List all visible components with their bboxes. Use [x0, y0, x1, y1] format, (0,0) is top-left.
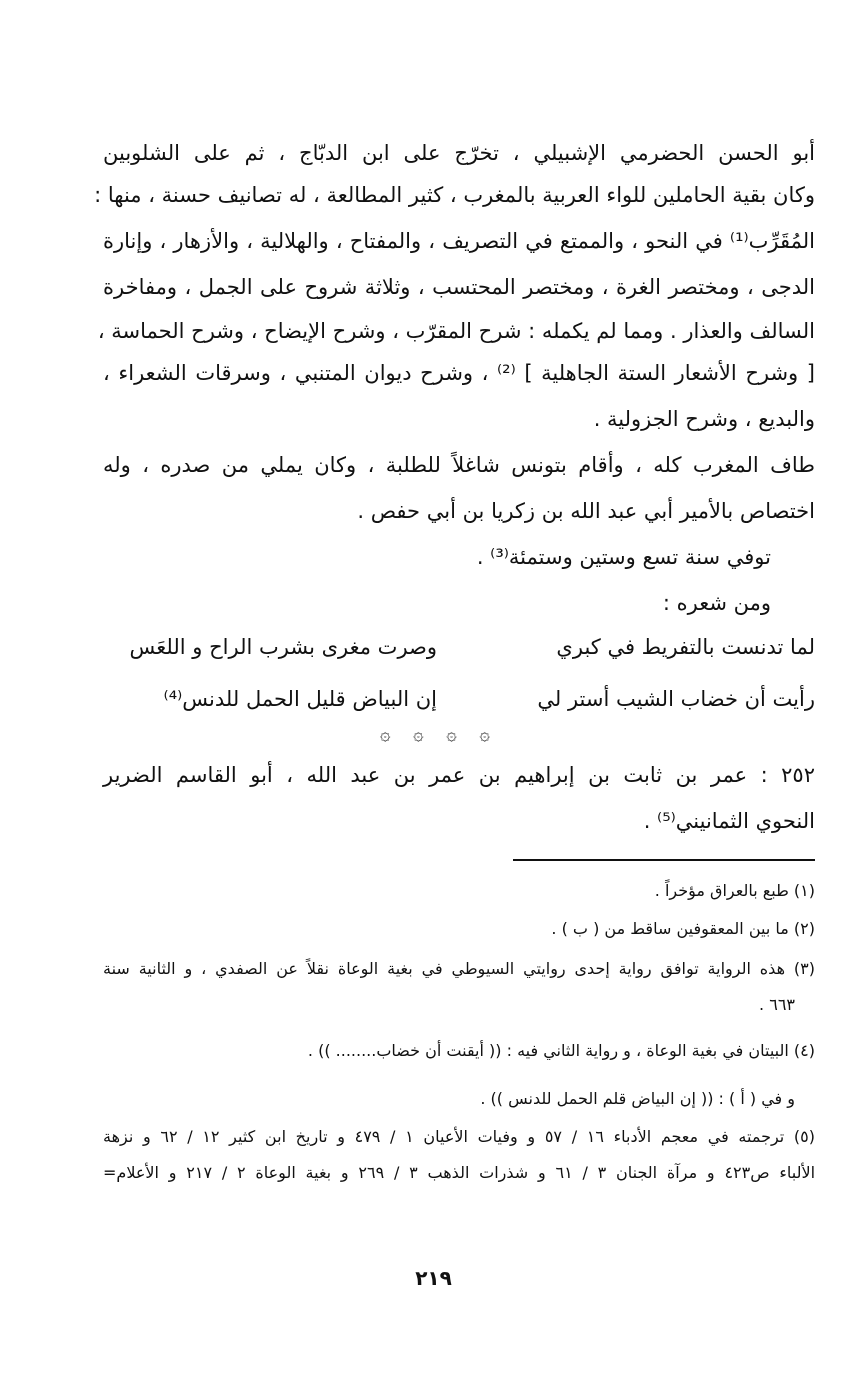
body-line-6: [ وشرح الأشعار الستة الجاهلية ] ⁽²⁾ ، وشرح ديوان المتنبي ، وسرقات الشعراء ،	[103, 361, 815, 385]
para2-line-2: اختصاص بالأمير أبي عبد الله بن زكريا بن أبي حفص .	[357, 499, 815, 523]
body-line-1: أبو الحسن الحضرمي الإشبيلي ، تخرّج على ابن الدبّاج ، ثم على الشلوبين	[103, 141, 815, 165]
separator-ornament-icon: ۞	[479, 724, 490, 745]
footnote-4-variant: و في ( أ ) : (( إن البياض قلم الحمل للدنس )) .	[480, 1089, 795, 1108]
body-line-7: والبديع ، وشرح الجزولية .	[593, 407, 815, 431]
footnote-4: (٤) البيتان في بغية الوعاة ، و رواية الثاني فيه : (( أيقنت أن خضاب........ )) .	[307, 1041, 815, 1060]
poetry-intro: ومن شعره :	[662, 591, 771, 615]
body-line-4: الدجى ، ومختصر الغرة ، ومختصر المحتسب ، وثلاثة شروح على الجمل ، ومفاخرة	[103, 275, 815, 299]
entry-heading-line-1: ٢٥٢ : عمر بن ثابت بن إبراهيم بن عمر بن عبد الله ، أبو القاسم الضرير	[103, 763, 815, 787]
section-separator	[380, 722, 490, 748]
footnote-2: (٢) ما بين المعقوفين ساقط من ( ب ) .	[551, 919, 815, 938]
separator-ornament-icon: ۞	[380, 724, 391, 745]
verse-2-first-hemistich: رأيت أن خضاب الشيب أستر لي	[537, 687, 815, 711]
footnote-5-continued: الألباء ص٤٢٣ و مرآة الجنان ٣ / ٦١ و شذرات الذهب ٣ / ٢٦٩ و بغية الوعاة ٢ / ٢١٧ و الأعلام=	[103, 1163, 816, 1182]
footnote-1: (١) طبع بالعراق مؤخراً .	[654, 881, 815, 900]
body-line-3: المُقَرِّب⁽¹⁾ في النحو ، والممتع في التصريف ، والمفتاح ، والهلالية ، والأزهار ، وإنارة	[103, 229, 815, 253]
para2-line-1: طاف المغرب كله ، وأقام بتونس شاغلاً للطلبة ، وكان يملي من صدره ، وله	[103, 453, 815, 477]
separator-ornament-icon: ۞	[413, 724, 424, 745]
body-line-2: وكان بقية الحاملين للواء العربية بالمغرب ، كثير المطالعة ، له تصانيف حسنة ، منها :	[94, 183, 815, 207]
verse-2-second-hemistich: إن البياض قليل الحمل للدنس⁽⁴⁾	[163, 687, 437, 711]
page-number: ٢١٩	[415, 1266, 452, 1290]
body-line-5: السالف والعذار . ومما لم يكمله : شرح المقرّب ، وشرح الإيضاح ، وشرح الحماسة ،	[97, 319, 815, 343]
footnote-3: (٣) هذه الرواية توافق رواية إحدى روايتي السيوطي في بغية الوعاة نقلاً عن الصفدي ، و الثانية سنة	[103, 959, 815, 978]
entry-heading-line-2: النحوي الثمانيني⁽⁵⁾ .	[643, 809, 815, 833]
separator-ornament-icon: ۞	[446, 724, 457, 745]
verse-1-second-hemistich: وصرت مغرى بشرب الراح و اللعَس	[129, 635, 437, 659]
footnote-3-continued: . ٦٦٣	[759, 995, 795, 1014]
footnote-divider	[513, 859, 815, 861]
death-line: توفي سنة تسع وستين وستمئة⁽³⁾ .	[476, 545, 771, 569]
verse-1-first-hemistich: لما تدنست بالتفريط في كبري	[556, 635, 815, 659]
footnote-5: (٥) ترجمته في معجم الأدباء ١٦ / ٥٧ و وفيات الأعيان ١ / ٤٧٩ و تاريخ ابن كثير ١٢ / ٦٢ و نزهة	[103, 1127, 816, 1146]
